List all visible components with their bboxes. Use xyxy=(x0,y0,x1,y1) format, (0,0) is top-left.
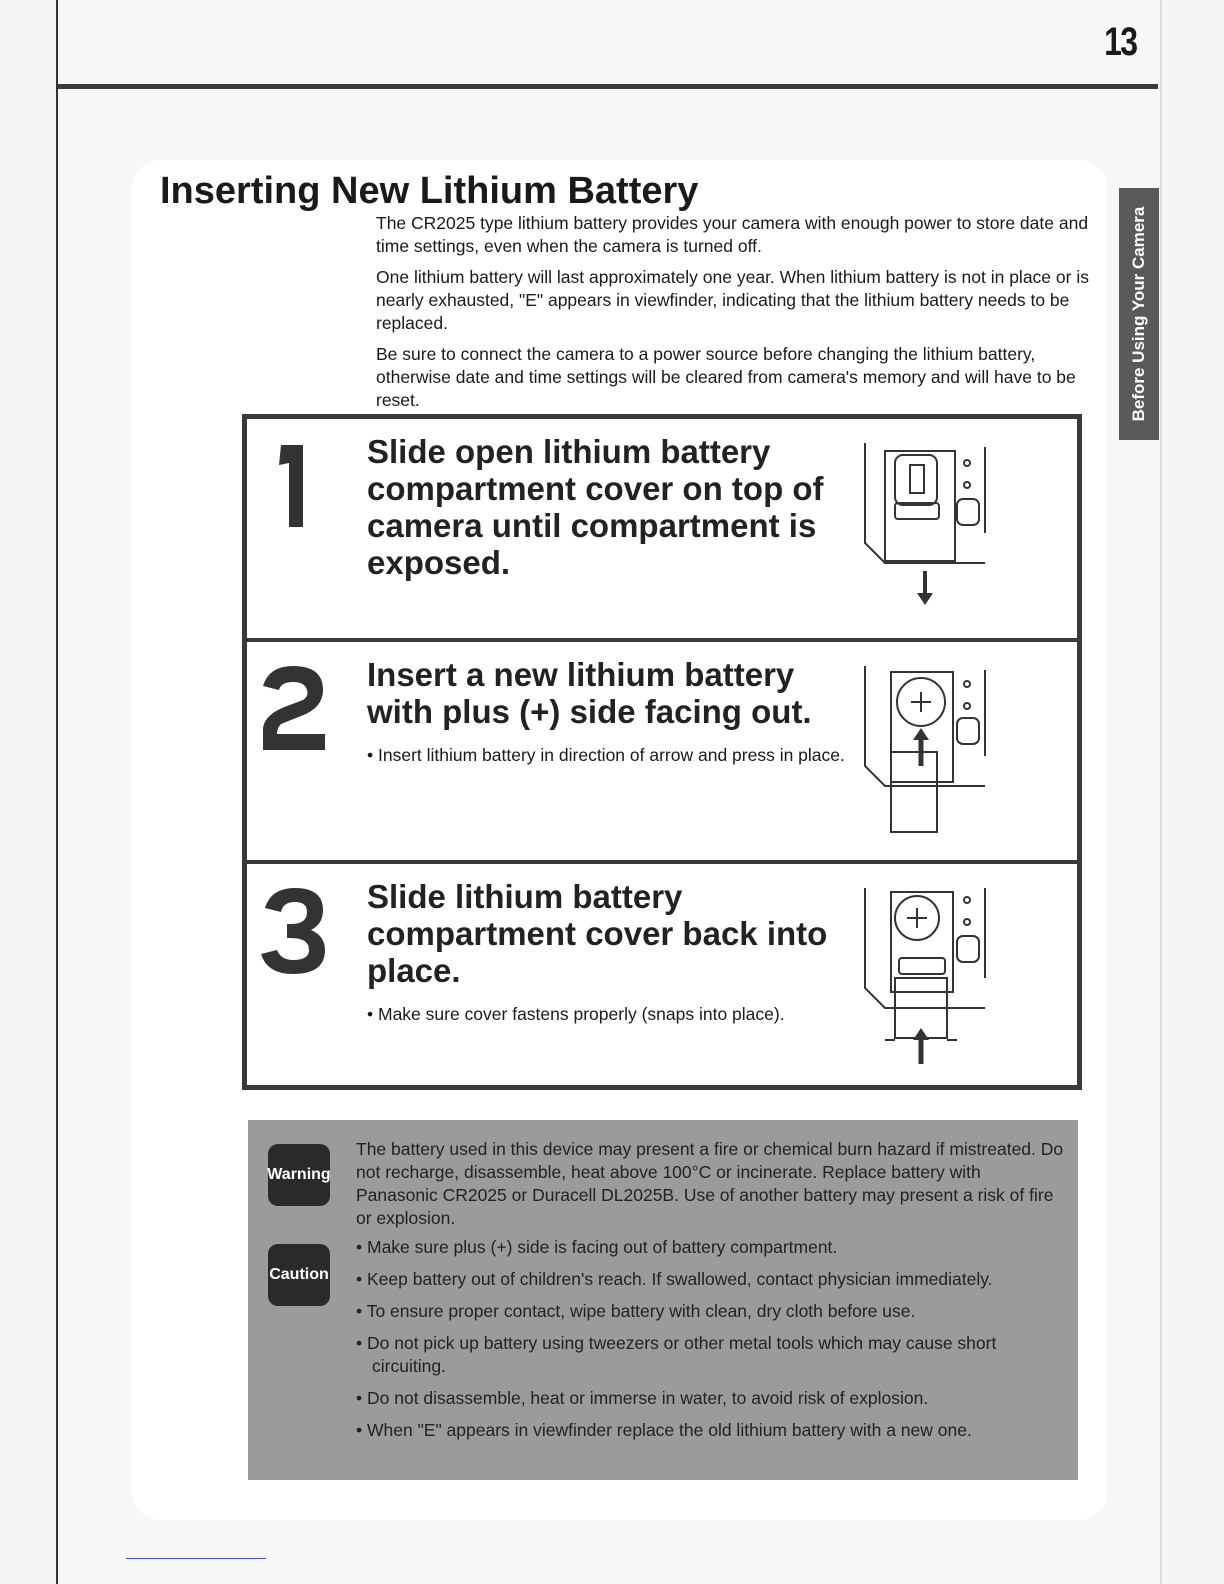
warning-text: The battery used in this device may present a fire or chemical burn hazard if mistreated. Do not recharge, disassemble, heat above 100°C or incinerate. Replace battery with Panasonic CR2025 or Duracell DL2025B. Use of another battery may present a risk of fire or explosion. xyxy=(356,1139,1064,1228)
steps-box xyxy=(242,414,1082,1090)
close-cover-illustration-icon xyxy=(855,878,995,1068)
insert-battery-illustration-icon xyxy=(855,656,995,846)
caution-item: • Make sure plus (+) side is facing out of battery compartment. xyxy=(356,1236,1066,1259)
step-3-text xyxy=(367,878,847,1026)
page-title: Inserting New Lithium Battery xyxy=(160,170,699,212)
step-3-note: • Make sure cover fastens properly (snaps into place). xyxy=(367,1004,785,1024)
intro-paragraph: Be sure to connect the camera to a power source before changing the lithium battery, otherwise date and time settings will be cleared from camera's memory and will have to be reset. xyxy=(376,344,1076,410)
step-2 xyxy=(247,642,1077,864)
section-side-tab xyxy=(1119,188,1159,440)
caution-list xyxy=(356,1236,1066,1451)
side-tab-label: Before Using Your Camera xyxy=(1129,206,1148,422)
page-number: 13 xyxy=(1103,20,1136,64)
step-2-heading: Insert a new lithium battery with plus (+) side facing out. xyxy=(367,656,812,730)
step-2-note: • Insert lithium battery in direction of arrow and press in place. xyxy=(367,745,845,765)
step-1-text xyxy=(367,433,847,581)
intro-text xyxy=(376,212,1096,420)
step-number-1-icon xyxy=(253,439,333,539)
caution-item: • Do not disassemble, heat or immerse in water, to avoid risk of explosion. xyxy=(356,1387,1066,1410)
step-3 xyxy=(247,864,1077,1085)
open-cover-illustration-icon xyxy=(855,433,995,623)
step-2-text xyxy=(367,656,847,767)
caution-item: • Keep battery out of children's reach. If swallowed, contact physician immediately. xyxy=(356,1268,1066,1291)
caution-item: • To ensure proper contact, wipe battery with clean, dry cloth before use. xyxy=(356,1300,1066,1323)
intro-paragraph: The CR2025 type lithium battery provides your camera with enough power to store date and time settings, even when the camera is turned off. xyxy=(376,213,1089,256)
footer-line xyxy=(126,1558,266,1559)
step-3-heading: Slide lithium battery compartment cover back into place. xyxy=(367,878,828,989)
intro-paragraph: One lithium battery will last approximately one year. When lithium battery is not in place or is nearly exhausted, "E" appears in viewfinder, indicating that the lithium battery needs to be replaced. xyxy=(376,267,1089,333)
warning-caution-box xyxy=(248,1120,1078,1480)
caution-item: • When "E" appears in viewfinder replace the old lithium battery with a new one. xyxy=(356,1419,1066,1442)
step-1-heading: Slide open lithium battery compartment cover on top of camera until compartment is exposed. xyxy=(367,433,824,581)
step-number-2-icon xyxy=(253,662,333,762)
step-number-3-icon xyxy=(253,884,333,984)
caution-item: • Do not pick up battery using tweezers or other metal tools which may cause short circuiting. xyxy=(356,1332,1066,1378)
warning-badge: Warning xyxy=(268,1144,330,1206)
header-rule xyxy=(58,84,1158,89)
caution-badge: Caution xyxy=(268,1244,330,1306)
step-1 xyxy=(247,419,1077,642)
